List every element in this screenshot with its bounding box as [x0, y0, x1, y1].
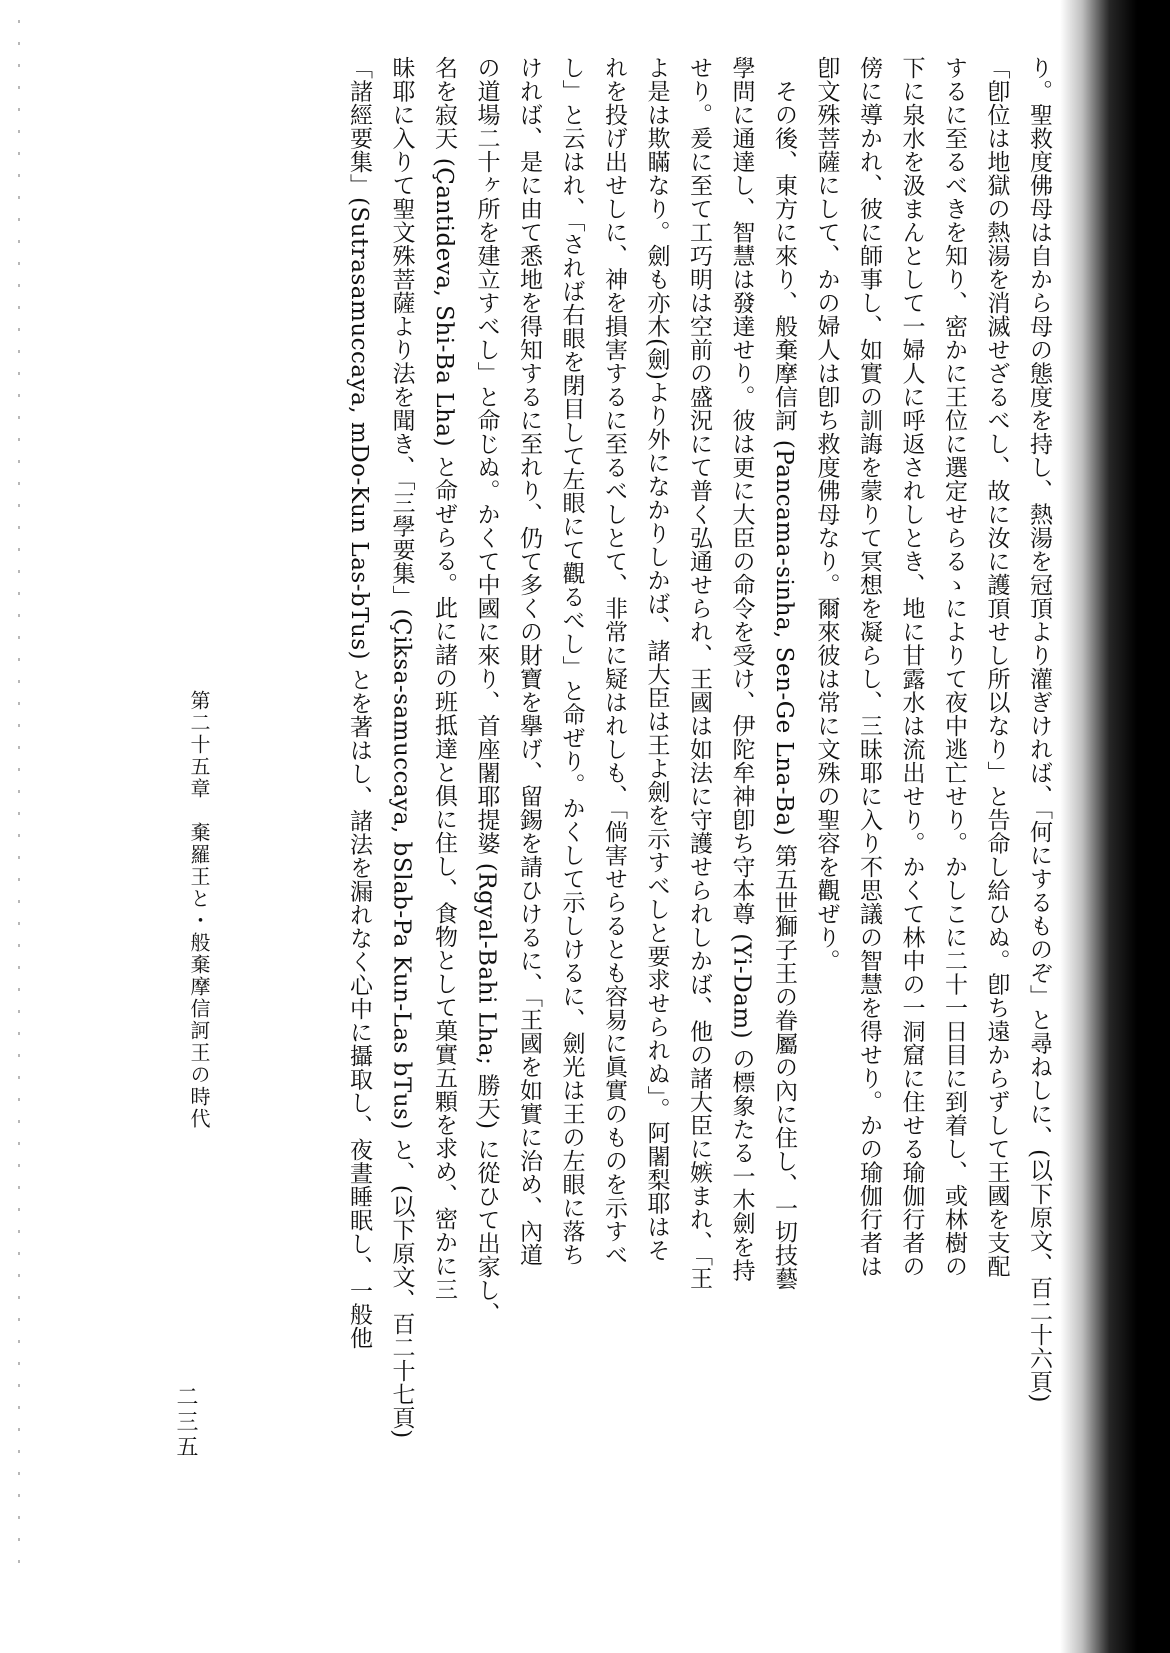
- text-line-13: ければ、是に由て悉地を得知するに至れり、仍て多くの財寶を擧げ、留錫を請ひけるに、「王國を如實に治め、內道: [516, 56, 542, 1267]
- text-line-2: 「卽位は地獄の熱湯を消滅せざるべし、故に汝に護頂せし所以なり」と告命し給ひぬ。卽ち遠からずして王國を支配: [983, 56, 1010, 1278]
- text-line-4: 下に泉水を汲まんとして一婦人に呼返されしとき、地に甘露水は流出せり。かくて林中の一洞窟に住せる瑜伽行者の: [898, 56, 925, 1278]
- text-line-17: 「諸經要集」(Sutrasamuccaya, mDo-Kun Las-bTus) とを著はし、諸法を漏れなく心中に攝取し、夜晝睡眠し、一般他: [346, 56, 372, 1350]
- text-line-10: よ是は欺瞞なり。劍も亦木(劍)より外になかりしかば、諸大臣は王よ劍を示すべしと要求せられぬ」。阿闍梨耶はそ: [643, 56, 670, 1262]
- text-line-5: 傍に導かれ、彼に師事し、如實の訓誨を蒙りて冥想を凝らし、三昧耶に入り不思議の智慧を得せり。かの瑜伽行者は: [856, 56, 882, 1278]
- text-line-14: の道場二十ヶ所を建立すべし」と命じぬ。かくて中國に來り、首座闍耶提婆 (Rgyal-Bahi Lha; 勝天) に從ひて出家し、: [473, 56, 500, 1326]
- scan-shadow-edge: [1060, 0, 1170, 1653]
- text-line-6: 卽文殊菩薩にして、かの婦人は卽ち救度佛母なり。爾來彼は常に文殊の聖容を觀ぜり。: [813, 56, 840, 973]
- text-line-7: その後、東方に來り、般棄摩信訶 (Pancama-sinha, Sen-Ge Lna-Ba) 第五世獅子王の眷屬の內に住し、一切技藝: [771, 56, 797, 1291]
- text-line-15: 名を寂天 (Çantideva, Shi-Ba Lha) と命ぜらる。此に諸の班抵達と俱に住し、食物として菓實五顆を求め、密かに三: [431, 56, 457, 1301]
- body-text: [338, 56, 1061, 1439]
- text-line-12: し」と云はれ、「されば右眼を閉目して左眼にて觀るべし」と命ぜり。かくして示しけるに、劍光は王の左眼に落ち: [558, 56, 585, 1267]
- chapter-footer: 第二十五章 棄羅王と・般棄摩信訶王の時代: [187, 690, 211, 1130]
- binding-marks: [18, 20, 20, 1580]
- text-line-3: するに至るべきを知り、密かに王位に選定せらるゝによりて夜中逃亡せり。かしこに二十一日目に到着し、或林樹の: [941, 56, 967, 1278]
- page-number: 二三五: [173, 1385, 198, 1460]
- text-line-16: 昧耶に入りて聖文殊菩薩より法を聞き、「三學要集」(Çiksa-samuccaya, bSlab-Pa Kun-Las bTus) と、(以下原文、百二十七頁): [388, 56, 415, 1439]
- text-line-1: り。聖救度佛母は自から母の態度を持し、熱湯を冠頂より灌ぎければ、「何にするものぞ」と尋ねしに、(以下原文、百二十六頁): [1026, 56, 1052, 1403]
- text-line-11: れを投げ出せしに、神を損害するに至るべしとて、非常に疑はれしも、「倘害せらるとも容易に眞實のものを示すべ: [601, 56, 627, 1267]
- text-line-8: 學問に通達し、智慧は發達せり。彼は更に大臣の命令を受け、伊陀牟神卽ち守本尊 (Yi-Dam) の標象たる一木劍を持: [728, 56, 755, 1282]
- text-line-9: せり。爰に至て工巧明は空前の盛況にて普く弘通せられ、王國は如法に守護せられしかば、他の諸大臣に嫉まれ、「王: [686, 56, 712, 1290]
